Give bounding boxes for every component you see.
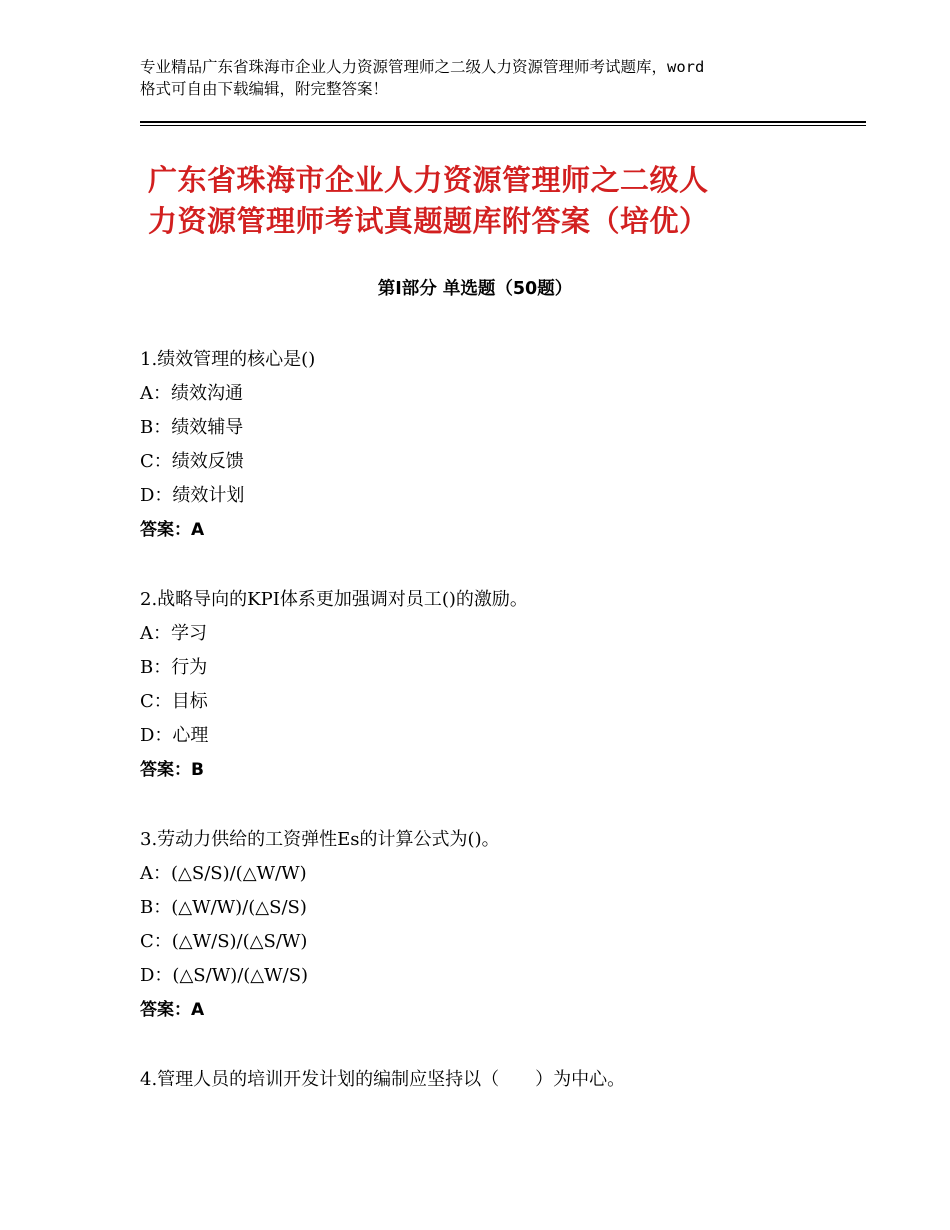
document-title-line: 力资源管理师考试真题题库附答案（培优） bbox=[148, 204, 709, 238]
question-option: B：(△W/W)/(△S/S) bbox=[140, 897, 307, 918]
document-title bbox=[148, 160, 828, 242]
question-block bbox=[140, 343, 840, 547]
question-option: D：绩效计划 bbox=[140, 485, 245, 506]
question-option: D：心理 bbox=[140, 725, 209, 746]
question-option: C：目标 bbox=[140, 691, 208, 712]
header-note-line: 专业精品广东省珠海市企业人力资源管理师之二级人力资源管理师考试题库，word bbox=[140, 58, 705, 76]
header-note-line: 格式可自由下载编辑，附完整答案！ bbox=[140, 80, 389, 98]
question-stem: 3.劳动力供给的工资弹性Es的计算公式为()。 bbox=[140, 829, 500, 850]
question-option: C：(△W/S)/(△S/W) bbox=[140, 931, 308, 952]
question-stem: 1.绩效管理的核心是() bbox=[140, 349, 316, 370]
header-divider bbox=[140, 121, 866, 123]
header-divider-thin bbox=[140, 125, 866, 126]
question-stem: 2.战略导向的KPI体系更加强调对员工()的激励。 bbox=[140, 589, 528, 610]
header-note bbox=[140, 56, 830, 100]
question-option: C：绩效反馈 bbox=[140, 451, 244, 472]
question-option: A：绩效沟通 bbox=[140, 383, 243, 404]
document-title-line: 广东省珠海市企业人力资源管理师之二级人 bbox=[148, 163, 709, 197]
section-title: 第Ⅰ部分 单选题（50题） bbox=[377, 279, 573, 299]
question-option: B：行为 bbox=[140, 657, 208, 678]
question-option: B：绩效辅导 bbox=[140, 417, 244, 438]
question-block bbox=[140, 583, 840, 787]
question-block bbox=[140, 1063, 840, 1097]
question-block bbox=[140, 823, 840, 1027]
question-answer: 答案：A bbox=[140, 1000, 205, 1020]
question-option: D：(△S/W)/(△W/S) bbox=[140, 965, 309, 986]
question-answer: 答案：A bbox=[140, 520, 205, 540]
question-option: A：(△S/S)/(△W/W) bbox=[140, 863, 307, 884]
question-answer: 答案：B bbox=[140, 760, 204, 780]
question-list bbox=[140, 343, 840, 1097]
question-stem: 4.管理人员的培训开发计划的编制应坚持以（ ）为中心。 bbox=[140, 1069, 626, 1090]
question-option: A：学习 bbox=[140, 623, 207, 644]
